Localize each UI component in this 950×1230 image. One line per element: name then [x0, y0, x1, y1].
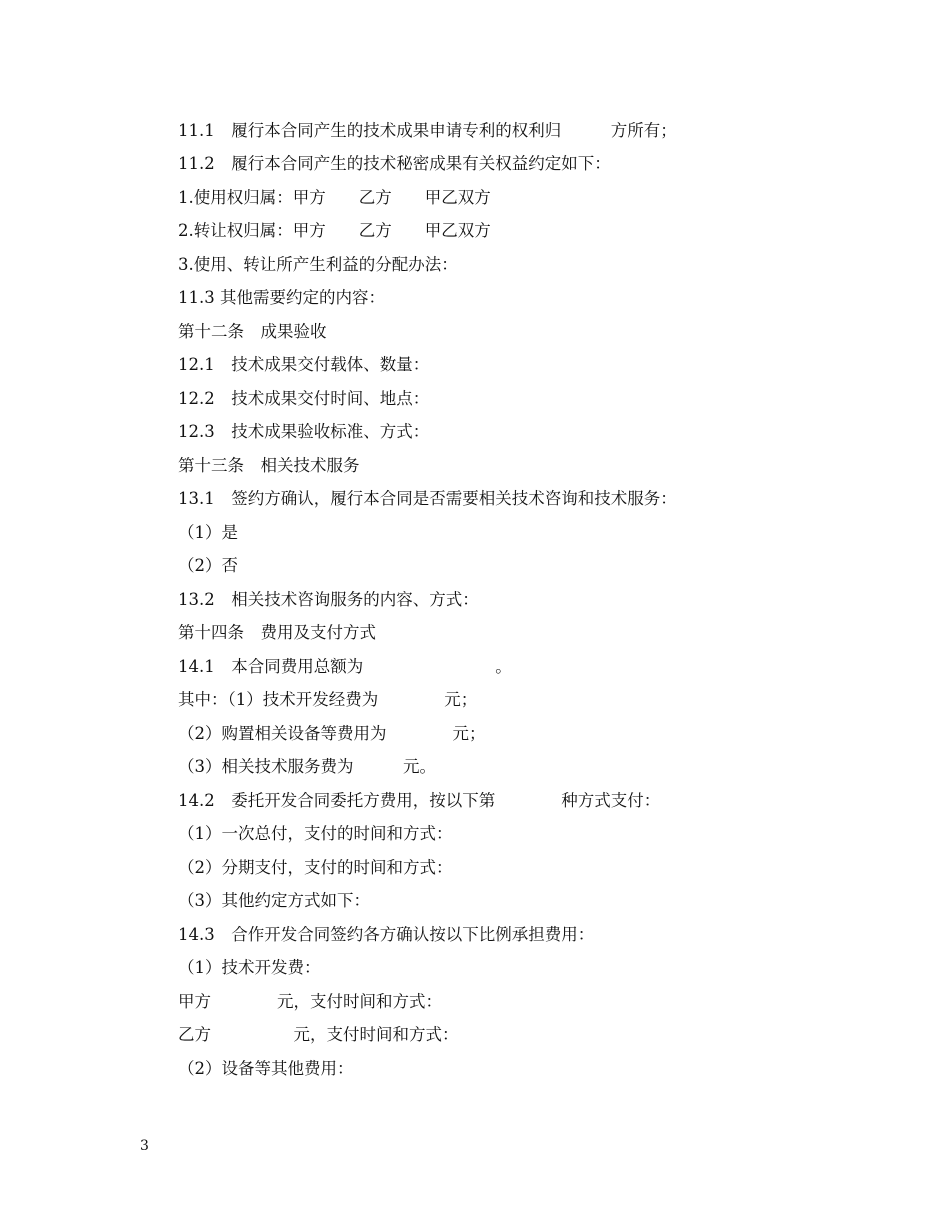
article-12-heading: 第十二条 成果验收 — [178, 322, 327, 341]
clause-12-2: 12.2 技术成果交付时间、地点： — [178, 389, 430, 408]
transfer-right-owner: 2.转让权归属：甲方 乙方 甲乙双方 — [178, 221, 491, 240]
party-a-share: 甲方 元，支付时间和方式： — [178, 992, 442, 1011]
tech-development-fee: （1）技术开发费： — [178, 958, 321, 977]
clause-12-1: 12.1 技术成果交付载体、数量： — [178, 355, 430, 374]
clause-11-2: 11.2 履行本合同产生的技术秘密成果有关权益约定如下： — [178, 154, 611, 173]
clause-14-1: 14.1 本合同费用总额为 。 — [178, 657, 512, 676]
clause-11-1: 11.1 履行本合同产生的技术成果申请专利的权利归 方所有； — [178, 121, 677, 140]
equipment-fee: （2）购置相关设备等费用为 元； — [178, 724, 486, 743]
profit-distribution: 3.使用、转让所产生利益的分配办法： — [178, 255, 458, 274]
installment-payment: （2）分期支付，支付的时间和方式： — [178, 858, 453, 877]
option-no: （2）否 — [178, 556, 238, 575]
development-fee: 其中：（1）技术开发经费为 元； — [178, 690, 478, 709]
lump-sum-payment: （1）一次总付，支付的时间和方式： — [178, 824, 453, 843]
clause-14-3: 14.3 合作开发合同签约各方确认按以下比例承担费用： — [178, 925, 595, 944]
service-fee: （3）相关技术服务费为 元。 — [178, 757, 436, 776]
page-number: 3 — [140, 1138, 149, 1154]
clause-13-2: 13.2 相关技术咨询服务的内容、方式： — [178, 590, 479, 609]
clause-12-3: 12.3 技术成果验收标准、方式： — [178, 422, 430, 441]
article-13-heading: 第十三条 相关技术服务 — [178, 456, 360, 475]
clause-13-1: 13.1 签约方确认，履行本合同是否需要相关技术咨询和技术服务： — [178, 489, 677, 508]
article-14-heading: 第十四条 费用及支付方式 — [178, 623, 376, 642]
clause-14-2: 14.2 委托开发合同委托方费用，按以下第 种方式支付： — [178, 791, 661, 810]
usage-right-owner: 1.使用权归属：甲方 乙方 甲乙双方 — [178, 188, 491, 207]
clause-11-3: 11.3 其他需要约定的内容： — [178, 288, 385, 307]
party-b-share: 乙方 元，支付时间和方式： — [178, 1025, 459, 1044]
other-costs: （2）设备等其他费用： — [178, 1059, 354, 1078]
option-yes: （1）是 — [178, 523, 238, 542]
other-payment: （3）其他约定方式如下： — [178, 891, 370, 910]
